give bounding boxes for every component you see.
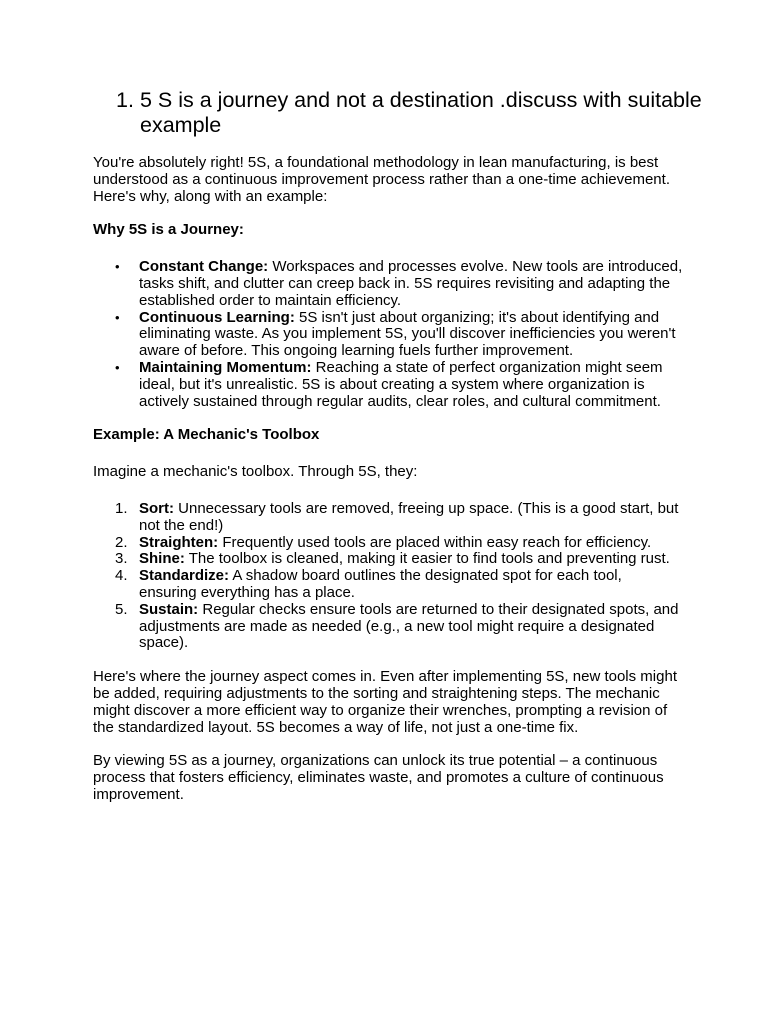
step-text: Regular checks ensure tools are returned to their designated spots, and adjustments are made as needed (e.g., a new tool might require a designated space). bbox=[139, 600, 679, 652]
example-heading: Example: A Mechanic's Toolbox bbox=[93, 426, 320, 444]
step-term: Straighten: bbox=[139, 533, 219, 551]
bullet-icon: • bbox=[115, 359, 120, 375]
step-number: 3. bbox=[115, 550, 128, 568]
question-text: 5 S is a journey and not a destination .discuss with suitable example bbox=[140, 88, 702, 137]
step-term: Shine: bbox=[139, 550, 185, 568]
step-text: A shadow board outlines the designated spot for each tool, ensuring everything has a place. bbox=[139, 567, 622, 601]
step-text: Unnecessary tools are removed, freeing up space. (This is a good start, but not the end!) bbox=[139, 499, 679, 534]
step-sort bbox=[93, 501, 683, 535]
step-number: 1. bbox=[115, 499, 128, 517]
why-item-maintaining-momentum bbox=[93, 360, 683, 410]
steps-list bbox=[93, 501, 683, 652]
why-item-text: Reaching a state of perfect organization might seem ideal, but it's unrealistic. 5S is about creating a system where organization is actively sustained through regular audits, clear roles, and cultural commitment. bbox=[139, 358, 663, 410]
step-number: 4. bbox=[115, 567, 128, 585]
question-number: 1. bbox=[116, 88, 134, 112]
step-number: 5. bbox=[115, 600, 128, 618]
bullet-icon: • bbox=[115, 259, 120, 275]
why-item-term: Continuous Learning: bbox=[139, 308, 295, 326]
step-term: Standardize: bbox=[139, 567, 230, 585]
step-standardize bbox=[93, 568, 683, 602]
why-item-text: 5S isn't just about organizing; it's about identifying and eliminating waste. As you implement 5S, you'll discover inefficiencies you weren't aware of before. This ongoing learning fuels further improvement. bbox=[139, 308, 676, 360]
step-shine bbox=[93, 551, 683, 568]
journey-paragraph: Here's where the journey aspect comes in. Even after implementing 5S, new tools might be added, requiring adjustments to the sorting and straightening steps. The mechanic might discover a more efficient way to organize their wrenches, prompting a revision of the standardized layout. 5S becomes a way of life, not just a one-time fix. bbox=[93, 668, 677, 736]
step-text: The toolbox is cleaned, making it easier to find tools and preventing rust. bbox=[184, 550, 670, 568]
step-sustain bbox=[93, 602, 683, 652]
step-number: 2. bbox=[115, 533, 128, 551]
step-term: Sort: bbox=[139, 499, 174, 517]
why-item-continuous-learning bbox=[93, 310, 683, 360]
example-intro: Imagine a mechanic's toolbox. Through 5S, they: bbox=[93, 463, 418, 481]
why-item-term: Constant Change: bbox=[139, 258, 269, 276]
intro-paragraph: You're absolutely right! 5S, a foundational methodology in lean manufacturing, is best understood as a continuous improvement process rather than a one-time achievement. Here's why, along with an example: bbox=[93, 154, 670, 205]
question-heading bbox=[116, 88, 716, 138]
step-term: Sustain: bbox=[139, 600, 199, 618]
why-item-text: Workspaces and processes evolve. New tools are introduced, tasks shift, and clutter can creep back in. 5S requires revisiting and adapting the established order to maintain efficiency. bbox=[139, 258, 683, 309]
bullet-icon: • bbox=[115, 309, 120, 325]
step-text: Frequently used tools are placed within easy reach for efficiency. bbox=[218, 533, 652, 551]
why-list bbox=[93, 259, 683, 410]
why-heading: Why 5S is a Journey: bbox=[93, 221, 244, 239]
why-item-constant-change bbox=[93, 259, 683, 309]
step-straighten bbox=[93, 535, 683, 552]
why-item-term: Maintaining Momentum: bbox=[139, 358, 312, 376]
conclusion-paragraph: By viewing 5S as a journey, organizations can unlock its true potential – a continuous process that fosters efficiency, eliminates waste, and promotes a culture of continuous improvement. bbox=[93, 752, 664, 803]
answer-body bbox=[93, 155, 683, 804]
